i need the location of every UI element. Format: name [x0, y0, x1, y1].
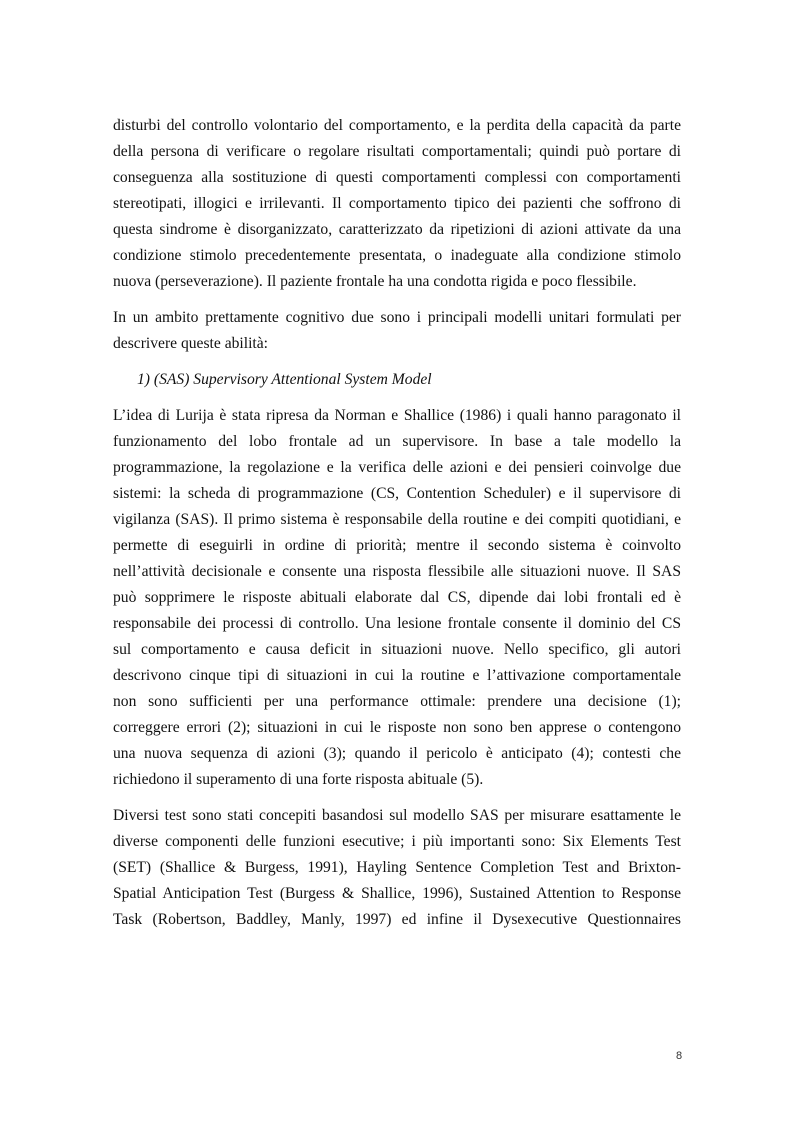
paragraph-3-line: può sopprimere le risposte abituali elaborate dal CS, dipende dai lobi frontali ed è	[113, 589, 681, 606]
paragraph-3-line: descrivono cinque tipi di situazioni in cui la routine e l’attivazione comportamentale	[113, 667, 681, 684]
paragraph-4-line: (SET) (Shallice & Burgess, 1991), Hayling Sentence Completion Test and Brixton-	[113, 859, 681, 876]
paragraph-3-line: una nuova sequenza di azioni (3); quando il pericolo è anticipato (4); contesti che	[113, 745, 681, 762]
paragraph-4-line: diverse componenti delle funzioni esecutive; i più importanti sono: Six Elements Test	[113, 833, 681, 850]
paragraph-3-line: responsabile dei processi di controllo. Una lesione frontale consente il dominio del CS	[113, 615, 681, 632]
paragraph-3-line: nell’attività decisionale e consente una risposta flessibile alle situazioni nuove. Il SAS	[113, 563, 681, 580]
section-heading: 1) (SAS) Supervisory Attentional System Model	[137, 371, 432, 388]
page-number: 8	[676, 1050, 683, 1062]
paragraph-1-line: stereotipati, illogici e irrilevanti. Il comportamento tipico dei pazienti che soffrono di	[113, 195, 681, 212]
paragraph-1-line: condizione stimolo precedentemente presentata, o inadeguate alla condizione stimolo	[113, 247, 681, 264]
paragraph-2-line: descrivere queste abilità:	[113, 335, 269, 352]
paragraph-3-line: permette di eseguirli in ordine di priorità; mentre il secondo sistema è coinvolto	[113, 537, 681, 554]
paragraph-4-line: Diversi test sono stati concepiti basandosi sul modello SAS per misurare esattamente le	[113, 807, 681, 824]
paragraph-3-line: sistemi: la scheda di programmazione (CS, Contention Scheduler) e il supervisore di	[113, 485, 681, 502]
paragraph-3-line: sul comportamento e causa deficit in situazioni nuove. Nello specifico, gli autori	[113, 641, 681, 658]
paragraph-2-line: In un ambito prettamente cognitivo due sono i principali modelli unitari formulati per	[113, 309, 681, 326]
paragraph-3-line: vigilanza (SAS). Il primo sistema è responsabile della routine e dei compiti quotidiani, e	[113, 511, 681, 528]
paragraph-1-line: conseguenza alla sostituzione di questi comportamenti complessi con comportamenti	[113, 169, 681, 186]
paragraph-3-line: non sono sufficienti per una performance ottimale: prendere una decisione (1);	[113, 693, 681, 710]
paragraph-4-line: Spatial Anticipation Test (Burgess & Shallice, 1996), Sustained Attention to Response	[113, 885, 681, 902]
paragraph-3-line: funzionamento del lobo frontale ad un supervisore. In base a tale modello la	[113, 433, 681, 450]
paragraph-1-line: questa sindrome è disorganizzato, caratterizzato da ripetizioni di azioni attivate da una	[113, 221, 681, 238]
paragraph-3-line: richiedono il superamento di una forte risposta abituale (5).	[113, 771, 484, 788]
paragraph-1-line: nuova (perseverazione). Il paziente frontale ha una condotta rigida e poco flessibile.	[113, 273, 637, 290]
paragraph-3-line: correggere errori (2); situazioni in cui le risposte non sono ben apprese o contengono	[113, 719, 681, 736]
paragraph-3-line: L’idea di Lurija è stata ripresa da Norman e Shallice (1986) i quali hanno paragonato il	[113, 407, 681, 424]
paragraph-4-line: Task (Robertson, Baddley, Manly, 1997) ed infine il Dysexecutive Questionnaires	[113, 911, 681, 928]
paragraph-1-line: della persona di verificare o regolare risultati comportamentali; quindi può portare di	[113, 143, 681, 160]
paragraph-1-line: disturbi del controllo volontario del comportamento, e la perdita della capacità da parte	[113, 117, 681, 134]
paragraph-3-line: programmazione, la regolazione e la verifica delle azioni e dei pensieri coinvolge due	[113, 459, 681, 476]
